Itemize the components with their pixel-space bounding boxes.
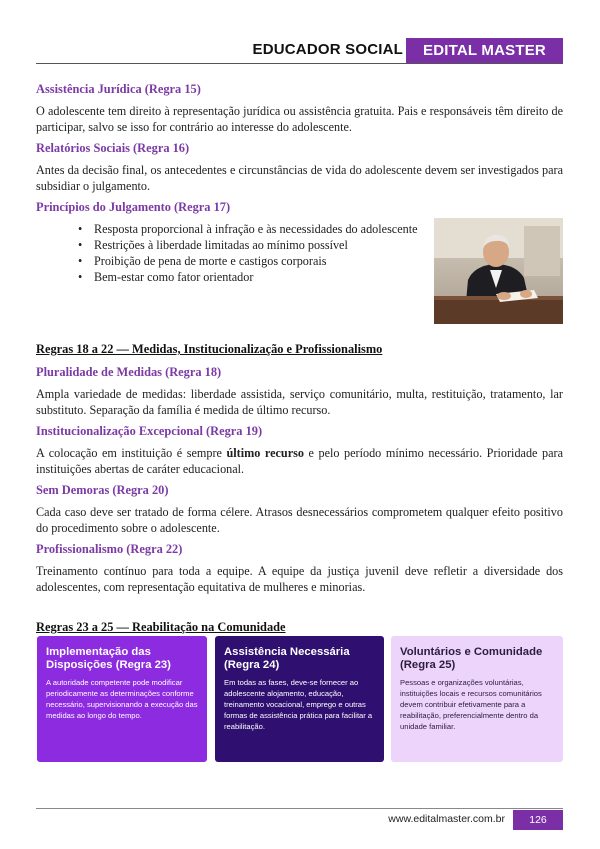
- list-item: • Restrições à liberdade limitadas ao mínimo possível: [78, 238, 348, 252]
- page-footer: [36, 808, 563, 830]
- paragraph-pluralidade-medidas: Ampla variedade de medidas: liberdade assistida, serviço comunitário, multa, restituição, tratamento, lar substituto. Separação da família é medida de último recurso.: [36, 387, 563, 417]
- judge-photo: [434, 218, 563, 324]
- page-content: [36, 76, 563, 635]
- footer-website-link[interactable]: www.editalmaster.com.br: [388, 813, 505, 825]
- julgamento-block: [36, 221, 563, 339]
- section-heading-regras-18-22: Regras 18 a 22 — Medidas, Institucionalização e Profissionalismo: [36, 342, 383, 356]
- card-text: A autoridade competente pode modificar periodicamente as determinações conforme necessário, supervisionando a execução das medidas ao longo do tempo.: [46, 678, 198, 720]
- card-implementacao: [37, 636, 207, 762]
- card-assistencia-necessaria: [215, 636, 384, 762]
- paragraph-relatorios-sociais: Antes da decisão final, os antecedentes e circunstâncias de vida do adolescente devem ser investigados para subsidiar o julgamento.: [36, 163, 563, 193]
- paragraph-profissionalismo: Treinamento contínuo para toda a equipe. A equipe da justiça juvenil deve refletir a diversidade dos adolescentes, com representação equitativa de mulheres e minorias.: [36, 564, 563, 594]
- page-header: [36, 38, 563, 64]
- subheading-pluralidade-medidas: Pluralidade de Medidas (Regra 18): [36, 365, 222, 379]
- card-title: Assistência Necessária (Regra 24): [224, 646, 350, 671]
- subheading-institucionalizacao: Institucionalização Excepcional (Regra 19): [36, 424, 263, 438]
- card-voluntarios: [391, 636, 563, 762]
- subheading-principios-julgamento: Princípios do Julgamento (Regra 17): [36, 200, 231, 214]
- footer-rule: [36, 808, 563, 809]
- card-title: Implementação das Disposições (Regra 23): [46, 646, 171, 671]
- emphasis-ultimo-recurso: último recurso: [226, 446, 304, 460]
- card-title: Voluntários e Comunidade (Regra 25): [400, 646, 543, 671]
- subheading-profissionalismo: Profissionalismo (Regra 22): [36, 542, 183, 556]
- header-brand-badge: EDITAL MASTER: [406, 38, 563, 64]
- subheading-relatorios-sociais: Relatórios Sociais (Regra 16): [36, 141, 190, 155]
- list-item: • Resposta proporcional à infração e às necessidades do adolescente: [78, 222, 418, 236]
- judge-illustration: [434, 218, 563, 324]
- bullet-dot-icon: •: [78, 254, 83, 268]
- header-course-label: EDUCADOR SOCIAL: [252, 41, 403, 58]
- bullet-dot-icon: •: [78, 270, 83, 284]
- subheading-sem-demoras: Sem Demoras (Regra 20): [36, 483, 169, 497]
- page-number-badge: 126: [513, 810, 563, 830]
- header-rule: [36, 63, 563, 64]
- paragraph-assistencia-juridica: O adolescente tem direito à representação jurídica ou assistência gratuita. Pais e responsáveis têm direito de participar, salvo se isso for contrário ao interesse do adolescente.: [36, 104, 563, 134]
- rehabilitation-cards: [37, 636, 563, 762]
- bullet-dot-icon: •: [78, 222, 83, 236]
- paragraph-institucionalizacao: A colocação em instituição é sempre último recurso e pelo período mínimo necessário. Prioridade para instituições abertas de caráter educacional.: [36, 446, 563, 476]
- card-text: Em todas as fases, deve-se fornecer ao adolescente alojamento, educação, treinamento vocacional, emprego e outras formas de assistência prática para facilitar a reabilitação.: [224, 678, 373, 731]
- list-item: • Proibição de pena de morte e castigos corporais: [78, 254, 327, 268]
- bullet-dot-icon: •: [78, 238, 83, 252]
- section-heading-regras-23-25: Regras 23 a 25 — Reabilitação na Comunidade: [36, 620, 286, 634]
- card-text: Pessoas e organizações voluntárias, instituições locais e recursos comunitários devem contribuir efetivamente para a reabilitação, preferencialmente dentro da unidade familiar.: [400, 678, 542, 731]
- list-item: • Bem-estar como fator orientador: [78, 270, 254, 284]
- subheading-assistencia-juridica: Assistência Jurídica (Regra 15): [36, 82, 201, 96]
- paragraph-sem-demoras: Cada caso deve ser tratado de forma célere. Atrasos desnecessários comprometem qualquer efeito positivo do procedimento sobre o adolescente.: [36, 505, 563, 535]
